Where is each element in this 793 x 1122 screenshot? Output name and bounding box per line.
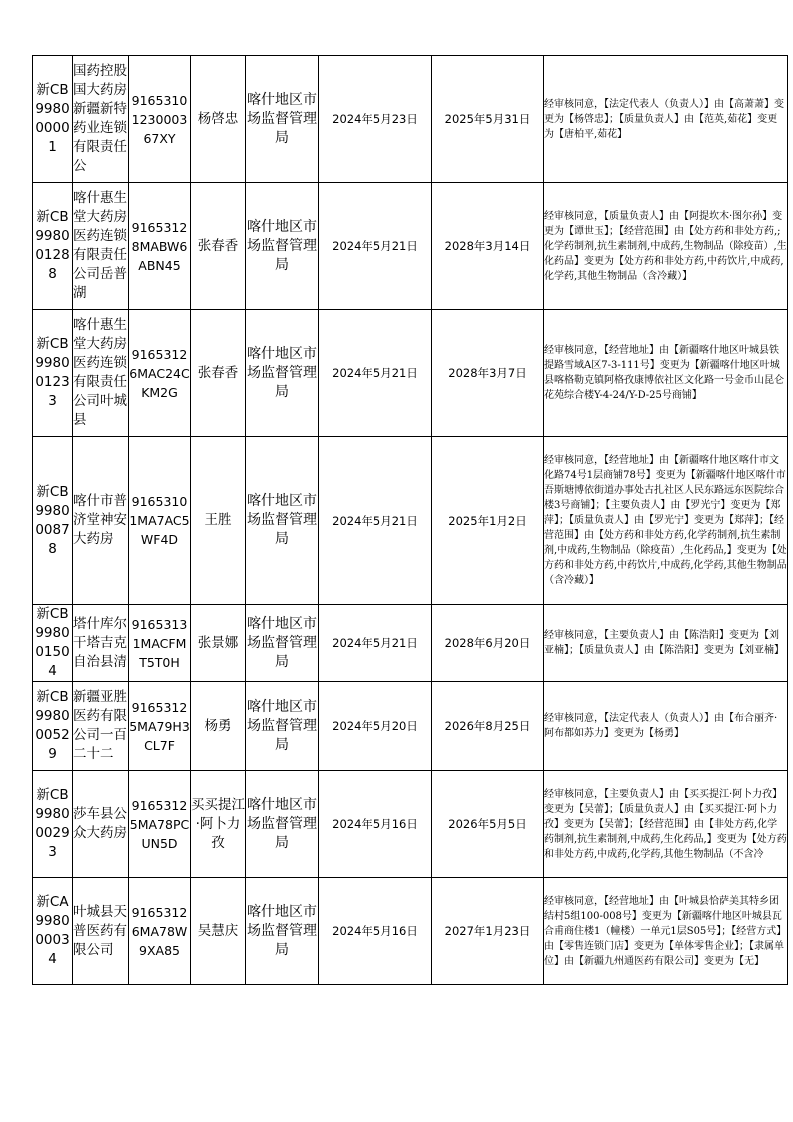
change-description: 经审核同意，【主要负责人】由【买买提江·阿卜力孜】变更为【吴蕾】；【质量负责人】由【买买提江·阿卜力孜】变更为【吴蕾】；【经营范围】由【非处方药,化学药制剂,抗生素制剂,中成药,生化药品,】变更为【处方药和非处方药,中成药,化学药,其他生物制品（不含冷 [544,771,788,878]
license-number: 新CB998000878 [33,437,73,605]
company-name: 喀什惠生堂大药房医药连锁有限责任公司岳普湖 [73,183,129,310]
issuing-authority: 喀什地区市场监督管理局 [246,437,319,605]
table-row [33,437,788,605]
issuing-authority: 喀什地区市场监督管理局 [246,605,319,682]
license-number: 新CA998000034 [33,878,73,985]
license-number: 新CB998001288 [33,183,73,310]
license-number: 新CB998000293 [33,771,73,878]
change-date: 2024年5月20日 [319,682,432,771]
responsible-person: 杨啓忠 [191,56,246,183]
change-description: 经审核同意，【质量负责人】由【阿提坎木·图尔孙】变更为【谭世玉】；【经营范围】由【处方药和非处方药,;化学药制剂,抗生素制剂,中成药,生物制品（除疫苗）,生化药品】变更为【处方药和非处方药,中药饮片,中成药,化学药,其他生物制品（含冷藏）】 [544,183,788,310]
valid-until-date: 2025年5月31日 [432,56,544,183]
responsible-person: 张景娜 [191,605,246,682]
change-description: 经审核同意，【法定代表人（负责人）】由【高萧萧】变更为【杨啓忠】；【质量负责人】由【范英,茹花】变更为【唐柏平,茹花】 [544,56,788,183]
change-description: 经审核同意，【经营地址】由【叶城县恰萨美其特乡团结村5组100-008号】变更为【新疆喀什地区叶城县瓦合甫商住楼1（幢楼）一单元1层S05号】；【经营方式】由【零售连锁门店】变更为【单体零售企业】；【隶属单位】由【新疆九州通医药有限公司】变更为【无】 [544,878,788,985]
change-date: 2024年5月21日 [319,437,432,605]
change-records-table [32,55,788,985]
company-name: 国药控股国大药房新疆新特药业连锁有限责任公 [73,56,129,183]
company-name: 喀什惠生堂大药房医药连锁有限责任公司叶城县 [73,310,129,437]
credit-code: 91653125MA79H3CL7F [129,682,191,771]
change-description: 经审核同意，【经营地址】由【新疆喀什地区叶城县铁提路雪域A区7-3-111号】变更为【新疆喀什地区叶城县喀格勒克镇阿格孜康博依社区文化路一号金币山昆仑花苑综合楼Y-4-24/Y-D-25号商铺】 [544,310,788,437]
table-row [33,878,788,985]
issuing-authority: 喀什地区市场监督管理局 [246,682,319,771]
responsible-person: 张春香 [191,183,246,310]
change-date: 2024年5月23日 [319,56,432,183]
responsible-person: 买买提江·阿卜力孜 [191,771,246,878]
valid-until-date: 2025年1月2日 [432,437,544,605]
company-name: 新疆亚胜医药有限公司一百二十二 [73,682,129,771]
company-name: 喀什市普济堂神安大药房 [73,437,129,605]
issuing-authority: 喀什地区市场监督管理局 [246,310,319,437]
table-row [33,310,788,437]
change-date: 2024年5月16日 [319,878,432,985]
table-row [33,605,788,682]
valid-until-date: 2028年3月14日 [432,183,544,310]
credit-code: 91653101MA7AC5WF4D [129,437,191,605]
responsible-person: 张春香 [191,310,246,437]
license-number: 新CB998000529 [33,682,73,771]
change-description: 经审核同意，【主要负责人】由【陈浩阳】变更为【刘亚楠】；【质量负责人】由【陈浩阳】变更为【刘亚楠】 [544,605,788,682]
change-description: 经审核同意，【法定代表人（负责人）】由【布合丽齐·阿布都如苏力】变更为【杨勇】 [544,682,788,771]
license-number: 新CB998000001 [33,56,73,183]
change-date: 2024年5月21日 [319,605,432,682]
table-row [33,682,788,771]
license-number: 新CB998001504 [33,605,73,682]
credit-code: 9165310123000367XY [129,56,191,183]
responsible-person: 王胜 [191,437,246,605]
responsible-person: 吴慧庆 [191,878,246,985]
valid-until-date: 2028年3月7日 [432,310,544,437]
company-name: 叶城县天普医药有限公司 [73,878,129,985]
company-name: 莎车县公众大药房 [73,771,129,878]
credit-code: 91653126MA78W9XA85 [129,878,191,985]
change-date: 2024年5月21日 [319,310,432,437]
credit-code: 91653131MACFMT5T0H [129,605,191,682]
credit-code: 91653126MAC24CKM2G [129,310,191,437]
issuing-authority: 喀什地区市场监督管理局 [246,771,319,878]
credit-code: 91653128MABW6ABN45 [129,183,191,310]
responsible-person: 杨勇 [191,682,246,771]
issuing-authority: 喀什地区市场监督管理局 [246,183,319,310]
license-number: 新CB998001233 [33,310,73,437]
credit-code: 91653125MA78PCUN5D [129,771,191,878]
valid-until-date: 2027年1月23日 [432,878,544,985]
issuing-authority: 喀什地区市场监督管理局 [246,56,319,183]
change-date: 2024年5月16日 [319,771,432,878]
table-row [33,771,788,878]
change-date: 2024年5月21日 [319,183,432,310]
issuing-authority: 喀什地区市场监督管理局 [246,878,319,985]
table-row [33,183,788,310]
change-description: 经审核同意，【经营地址】由【新疆喀什地区喀什市文化路74号1层商铺78号】变更为【新疆喀什地区喀什市吾斯塘博依街道办事处古扎社区人民东路远东医院综合楼3号商铺】；【主要负责人】由【罗光宁】变更为【郑萍】；【质量负责人】由【罗光宁】变更为【郑萍】；【经营范围】由【处方药和非处方药,化学药制剂,抗生素制剂,中成药,生物制品（除疫苗）,生化药品,】变更为【处方药和非处方药,中药饮片,中成药,化学药,其他生物制品（含冷藏）】 [544,437,788,605]
valid-until-date: 2026年5月5日 [432,771,544,878]
valid-until-date: 2028年6月20日 [432,605,544,682]
valid-until-date: 2026年8月25日 [432,682,544,771]
table-row [33,56,788,183]
company-name: 塔什库尔干塔吉克自治县清 [73,605,129,682]
